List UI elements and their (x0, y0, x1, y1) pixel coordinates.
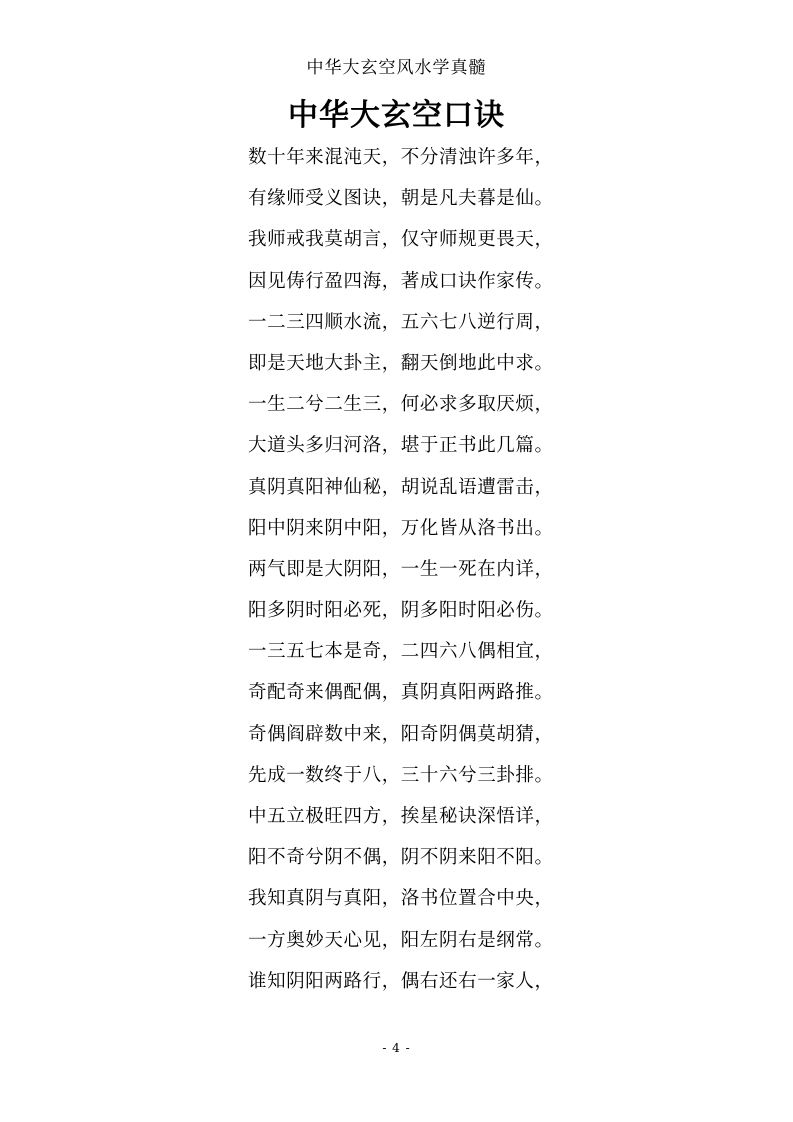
verse-line: 真阴真阳神仙秘，胡说乱语遭雷击， (248, 476, 554, 498)
verse-line: 大道头多归河洛，堪于正书此几篇。 (248, 435, 554, 457)
page-number: - 4 - (382, 1041, 411, 1055)
running-header: 中华大玄空风水学真髓 (306, 58, 487, 78)
verse-line: 两气即是大阴阳，一生一死在内详， (248, 558, 554, 580)
verse-line: 中五立极旺四方，挨星秘诀深悟详， (248, 806, 554, 827)
verse-line: 谁知阴阳两路行，偶右还右一家人， (248, 970, 554, 992)
verse-line: 我师戒我莫胡言，仅守师规更畏天， (248, 229, 554, 251)
verse-line: 一二三四顺水流，五六七八逆行周， (248, 311, 554, 333)
verse-line: 数十年来混沌天，不分清浊许多年， (248, 147, 554, 168)
verse-line: 阳中阴来阴中阳，万化皆从洛书出。 (248, 517, 554, 539)
verse-line: 一三五七本是奇，二四六八偶相宜， (248, 641, 554, 663)
verse-line: 阳不奇兮阴不偶，阴不阴来阳不阳。 (248, 847, 554, 869)
verse-line: 一方奥妙天心见，阳左阴右是纲常。 (248, 929, 554, 951)
page-title: 中华大玄空口诀 (288, 98, 505, 133)
verse-line: 先成一数终于八，三十六兮三卦排。 (248, 764, 554, 786)
verse-line: 一生二兮二生三，何必求多取厌烦， (248, 394, 554, 416)
verse-line: 奇偶阎辟数中来，阳奇阴偶莫胡猜， (248, 723, 554, 745)
verse-line: 阳多阴时阳必死，阴多阳时阳必伤。 (248, 600, 554, 622)
verse-line: 即是天地大卦主，翻天倒地此中求。 (248, 352, 554, 374)
verse-line: 因见俦行盈四海，著成口诀作家传。 (248, 270, 554, 292)
verse-line: 有缘师受义图诀，朝是凡夫暮是仙。 (248, 188, 554, 210)
verse-line: 奇配奇来偶配偶，真阴真阳两路推。 (248, 682, 554, 704)
verse-list (248, 144, 588, 1009)
verse-line: 我知真阴与真阳，洛书位置合中央， (248, 888, 554, 910)
